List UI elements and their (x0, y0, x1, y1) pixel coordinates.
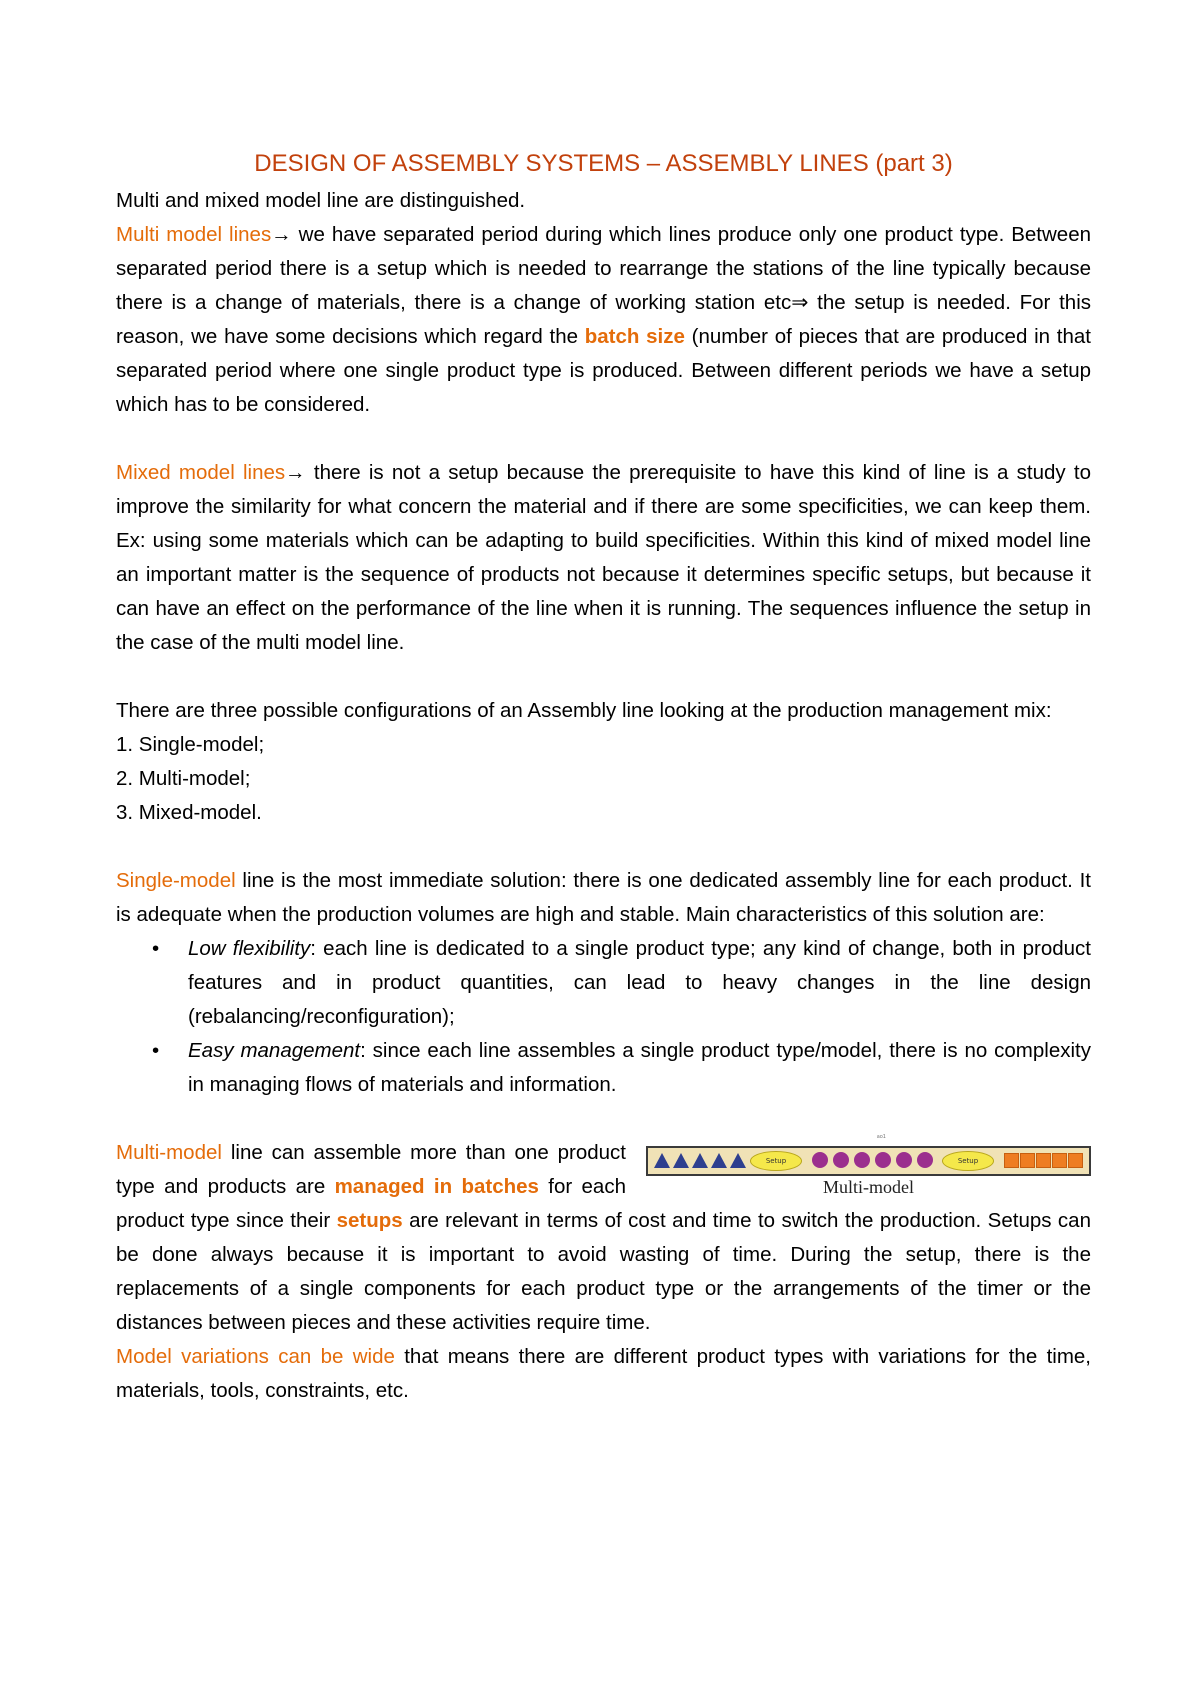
intro-paragraph: Multi and mixed model line are distinguished. (116, 189, 526, 212)
multi-model-lines-paragraph (116, 218, 1091, 422)
bullet-term: Easy management (188, 1039, 361, 1062)
document-page (116, 146, 1091, 1408)
implies-symbol: ⇒ (791, 291, 809, 314)
mixed-model-lines-term: Mixed model lines (116, 461, 286, 484)
square-product-icon (1068, 1153, 1083, 1168)
multi-model-line-text-2: for each product type since their (116, 1175, 626, 1232)
circle-product-icon (917, 1152, 933, 1168)
multi-model-line-text-1: line can assemble more than one product type and products are (116, 1141, 626, 1198)
figure-tiny-label: ao1 (876, 1134, 886, 1140)
circle-product-icon (833, 1152, 849, 1168)
managed-in-batches-term: managed in batches (334, 1175, 539, 1198)
page-title: DESIGN OF ASSEMBLY SYSTEMS – ASSEMBLY LINES (part 3) (254, 150, 953, 177)
mixed-model-text: there is not a setup because the prerequisite to have this kind of line is a study to improve the similarity for what concern the material and if there are some specificities, we can keep them. Ex: using some materials which can be adapting to build specificities. Within this kind of mixed model line an important matter is the sequence of products not because it determines specific setups, but because it can have an effect on the performance of the line when it is running. The sequences influence the setup in the case of the multi model line. (116, 461, 1091, 654)
list-item (188, 932, 1091, 1034)
spacer (116, 422, 1091, 456)
bullet-term: Low flexibility (188, 937, 311, 960)
circle-product-icon (896, 1152, 912, 1168)
circle-product-icon (875, 1152, 891, 1168)
square-product-icon (1004, 1153, 1019, 1168)
list-item: 2. Multi-model; (116, 767, 251, 790)
triangle-product-icon (673, 1153, 689, 1168)
setup-ellipse: Setup (750, 1151, 802, 1171)
multi-model-text-3: (number of pieces that are produced in that separated period where one single product type is produced. Between different periods we have a setup which has to be considered. (116, 325, 1091, 416)
multi-model-text-1: we have separated period during which lines produce only one product type. Between separated period there is a setup which is needed to rearrange the stations of the line typically because there is a change of materials, there is a change of working station etc (116, 223, 1092, 314)
bullet-text: : since each line assembles a single product type/model, there is no complexity in managing flows of materials and information. (188, 1039, 1091, 1096)
model-variations-paragraph (116, 1340, 1091, 1408)
spacer (116, 830, 1091, 864)
square-product-icon (1020, 1153, 1035, 1168)
model-variations-term: Model variations can be wide (116, 1345, 395, 1368)
batch-size-term: batch size (584, 325, 685, 348)
configurations-list (116, 728, 1091, 830)
triangle-product-icon (692, 1153, 708, 1168)
arrow-symbol: → (271, 223, 292, 246)
single-model-text: line is the most immediate solution: there is one dedicated assembly line for each product. It is adequate when the production volumes are high and stable. Main characteristics of this solution are: (116, 869, 1091, 926)
model-variations-text: that means there are different product types with variations for the time, materials, tools, constraints, etc. (116, 1345, 1091, 1402)
triangle-product-icon (730, 1153, 746, 1168)
square-product-icon (1052, 1153, 1067, 1168)
triangle-product-icon (654, 1153, 670, 1168)
multi-model-line-text-3: are relevant in terms of cost and time to switch the production. Setups can be done always because it is important to avoid wasting of time. During the setup, there is the replacements of a single components for each product type or the arrangements of the timer or the distances between pieces and these activities require time. (116, 1209, 1091, 1334)
setup-ellipse: Setup (942, 1151, 994, 1171)
production-sequence-strip (646, 1146, 1091, 1176)
multi-model-figure (646, 1134, 1091, 1204)
arrow-symbol: → (285, 461, 306, 484)
single-model-bullets (116, 932, 1091, 1102)
mixed-model-lines-paragraph (116, 456, 1091, 660)
square-product-icon (1036, 1153, 1051, 1168)
list-item (188, 1034, 1091, 1102)
setups-term: setups (336, 1209, 403, 1232)
bullet-text: : each line is dedicated to a single product type; any kind of change, both in product features and in product quantities, can lead to heavy changes in the line design (rebalancing/reconfiguration); (188, 937, 1091, 1028)
multi-model-term: Multi-model (116, 1141, 222, 1164)
multi-model-text-2: the setup is needed. For this reason, we have some decisions which regard the (116, 291, 1091, 348)
spacer (116, 660, 1091, 694)
configurations-intro: There are three possible configurations of an Assembly line looking at the production management mix: (116, 699, 1052, 722)
multi-model-lines-term: Multi model lines (116, 223, 272, 246)
figure-caption: Multi-model (823, 1177, 914, 1197)
list-item: 3. Mixed-model. (116, 801, 262, 824)
triangle-product-icon (711, 1153, 727, 1168)
circle-product-icon (854, 1152, 870, 1168)
single-model-paragraph (116, 864, 1091, 932)
spacer (116, 1102, 1091, 1136)
circle-product-icon (812, 1152, 828, 1168)
single-model-term: Single-model (116, 869, 236, 892)
list-item: 1. Single-model; (116, 733, 265, 756)
